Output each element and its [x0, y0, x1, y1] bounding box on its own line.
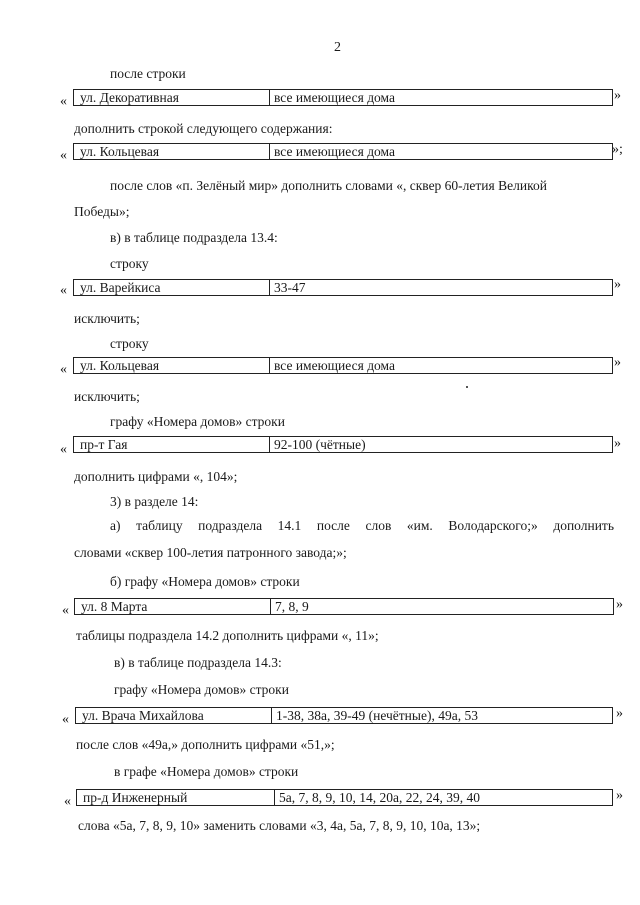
text-line: словами «сквер 100-летия патронного завода;»; [74, 545, 347, 560]
text-line: Победы»; [74, 204, 130, 219]
text-line: строку [110, 256, 149, 271]
text-line: дополнить строкой следующего содержания: [74, 121, 333, 136]
open-quote: « [60, 362, 67, 377]
text-line: дополнить цифрами «, 104»; [74, 469, 238, 484]
street-cell: ул. Кольцевая [74, 358, 270, 373]
text-line: в) в таблице подраздела 14.3: [114, 655, 282, 670]
street-cell: пр-д Инженерный [77, 790, 275, 805]
houses-cell: все имеющиеся дома [274, 143, 395, 159]
close-quote: »; [612, 142, 623, 157]
close-quote: » [614, 355, 621, 370]
text-line: после слов «49а,» дополнить цифрами «51,»; [76, 737, 335, 752]
street-cell: пр-т Гая [74, 437, 270, 452]
text-line: слова «5а, 7, 8, 9, 10» заменить словами «3, 4а, 5а, 7, 8, 9, 10, 10а, 13»; [78, 818, 481, 833]
table-row [74, 598, 614, 615]
text-line: исключить; [74, 311, 140, 326]
houses-cell: 92-100 (чётные) [274, 436, 366, 452]
close-quote: » [616, 788, 623, 803]
table-row [73, 357, 613, 374]
street-cell: ул. Варейкиса [74, 280, 270, 295]
open-quote: « [64, 794, 71, 809]
close-quote: » [614, 277, 621, 292]
open-quote: « [60, 94, 67, 109]
text-line: таблицы подраздела 14.2 дополнить цифрами «, 11»; [76, 628, 379, 643]
street-cell: ул. Кольцевая [74, 144, 270, 159]
table-row [75, 707, 613, 724]
text-line: в) в таблице подраздела 13.4: [110, 230, 278, 245]
text-line: графу «Номера домов» строки [110, 414, 285, 429]
text-line: в графе «Номера домов» строки [114, 764, 299, 779]
open-quote: « [60, 442, 67, 457]
open-quote: « [62, 603, 69, 618]
open-quote: « [60, 148, 67, 163]
close-quote: » [614, 88, 621, 103]
close-quote: » [616, 706, 623, 721]
houses-cell: 33-47 [274, 279, 306, 295]
text-line: 3) в разделе 14: [110, 494, 199, 509]
table-row [73, 279, 613, 296]
street-cell: ул. Декоративная [74, 90, 270, 105]
table-row [73, 143, 613, 160]
open-quote: « [62, 712, 69, 727]
text-line: строку [110, 336, 149, 351]
text-line: после слов «п. Зелёный мир» дополнить словами «, сквер 60-летия Великой [110, 178, 547, 193]
text-line: после строки [110, 66, 186, 81]
open-quote: « [60, 283, 67, 298]
houses-cell: 1-38, 38а, 39-49 (нечётные), 49а, 53 [276, 707, 478, 723]
street-cell: ул. Врача Михайлова [76, 708, 272, 723]
street-cell: ул. 8 Марта [75, 599, 271, 614]
text-line: б) графу «Номера домов» строки [110, 574, 300, 589]
text-line: а) таблицу подраздела 14.1 после слов «им. Володарского;» дополнить [110, 518, 614, 533]
close-quote: » [614, 436, 621, 451]
houses-cell: 5а, 7, 8, 9, 10, 14, 20а, 22, 24, 39, 40 [279, 789, 480, 805]
scan-speck [466, 386, 468, 388]
table-row [76, 789, 613, 806]
page-number: 2 [334, 40, 341, 55]
table-row [73, 89, 613, 106]
houses-cell: все имеющиеся дома [274, 89, 395, 105]
houses-cell: 7, 8, 9 [275, 598, 309, 614]
table-row [73, 436, 613, 453]
text-line: графу «Номера домов» строки [114, 682, 289, 697]
close-quote: » [616, 597, 623, 612]
houses-cell: все имеющиеся дома [274, 357, 395, 373]
text-line: исключить; [74, 389, 140, 404]
